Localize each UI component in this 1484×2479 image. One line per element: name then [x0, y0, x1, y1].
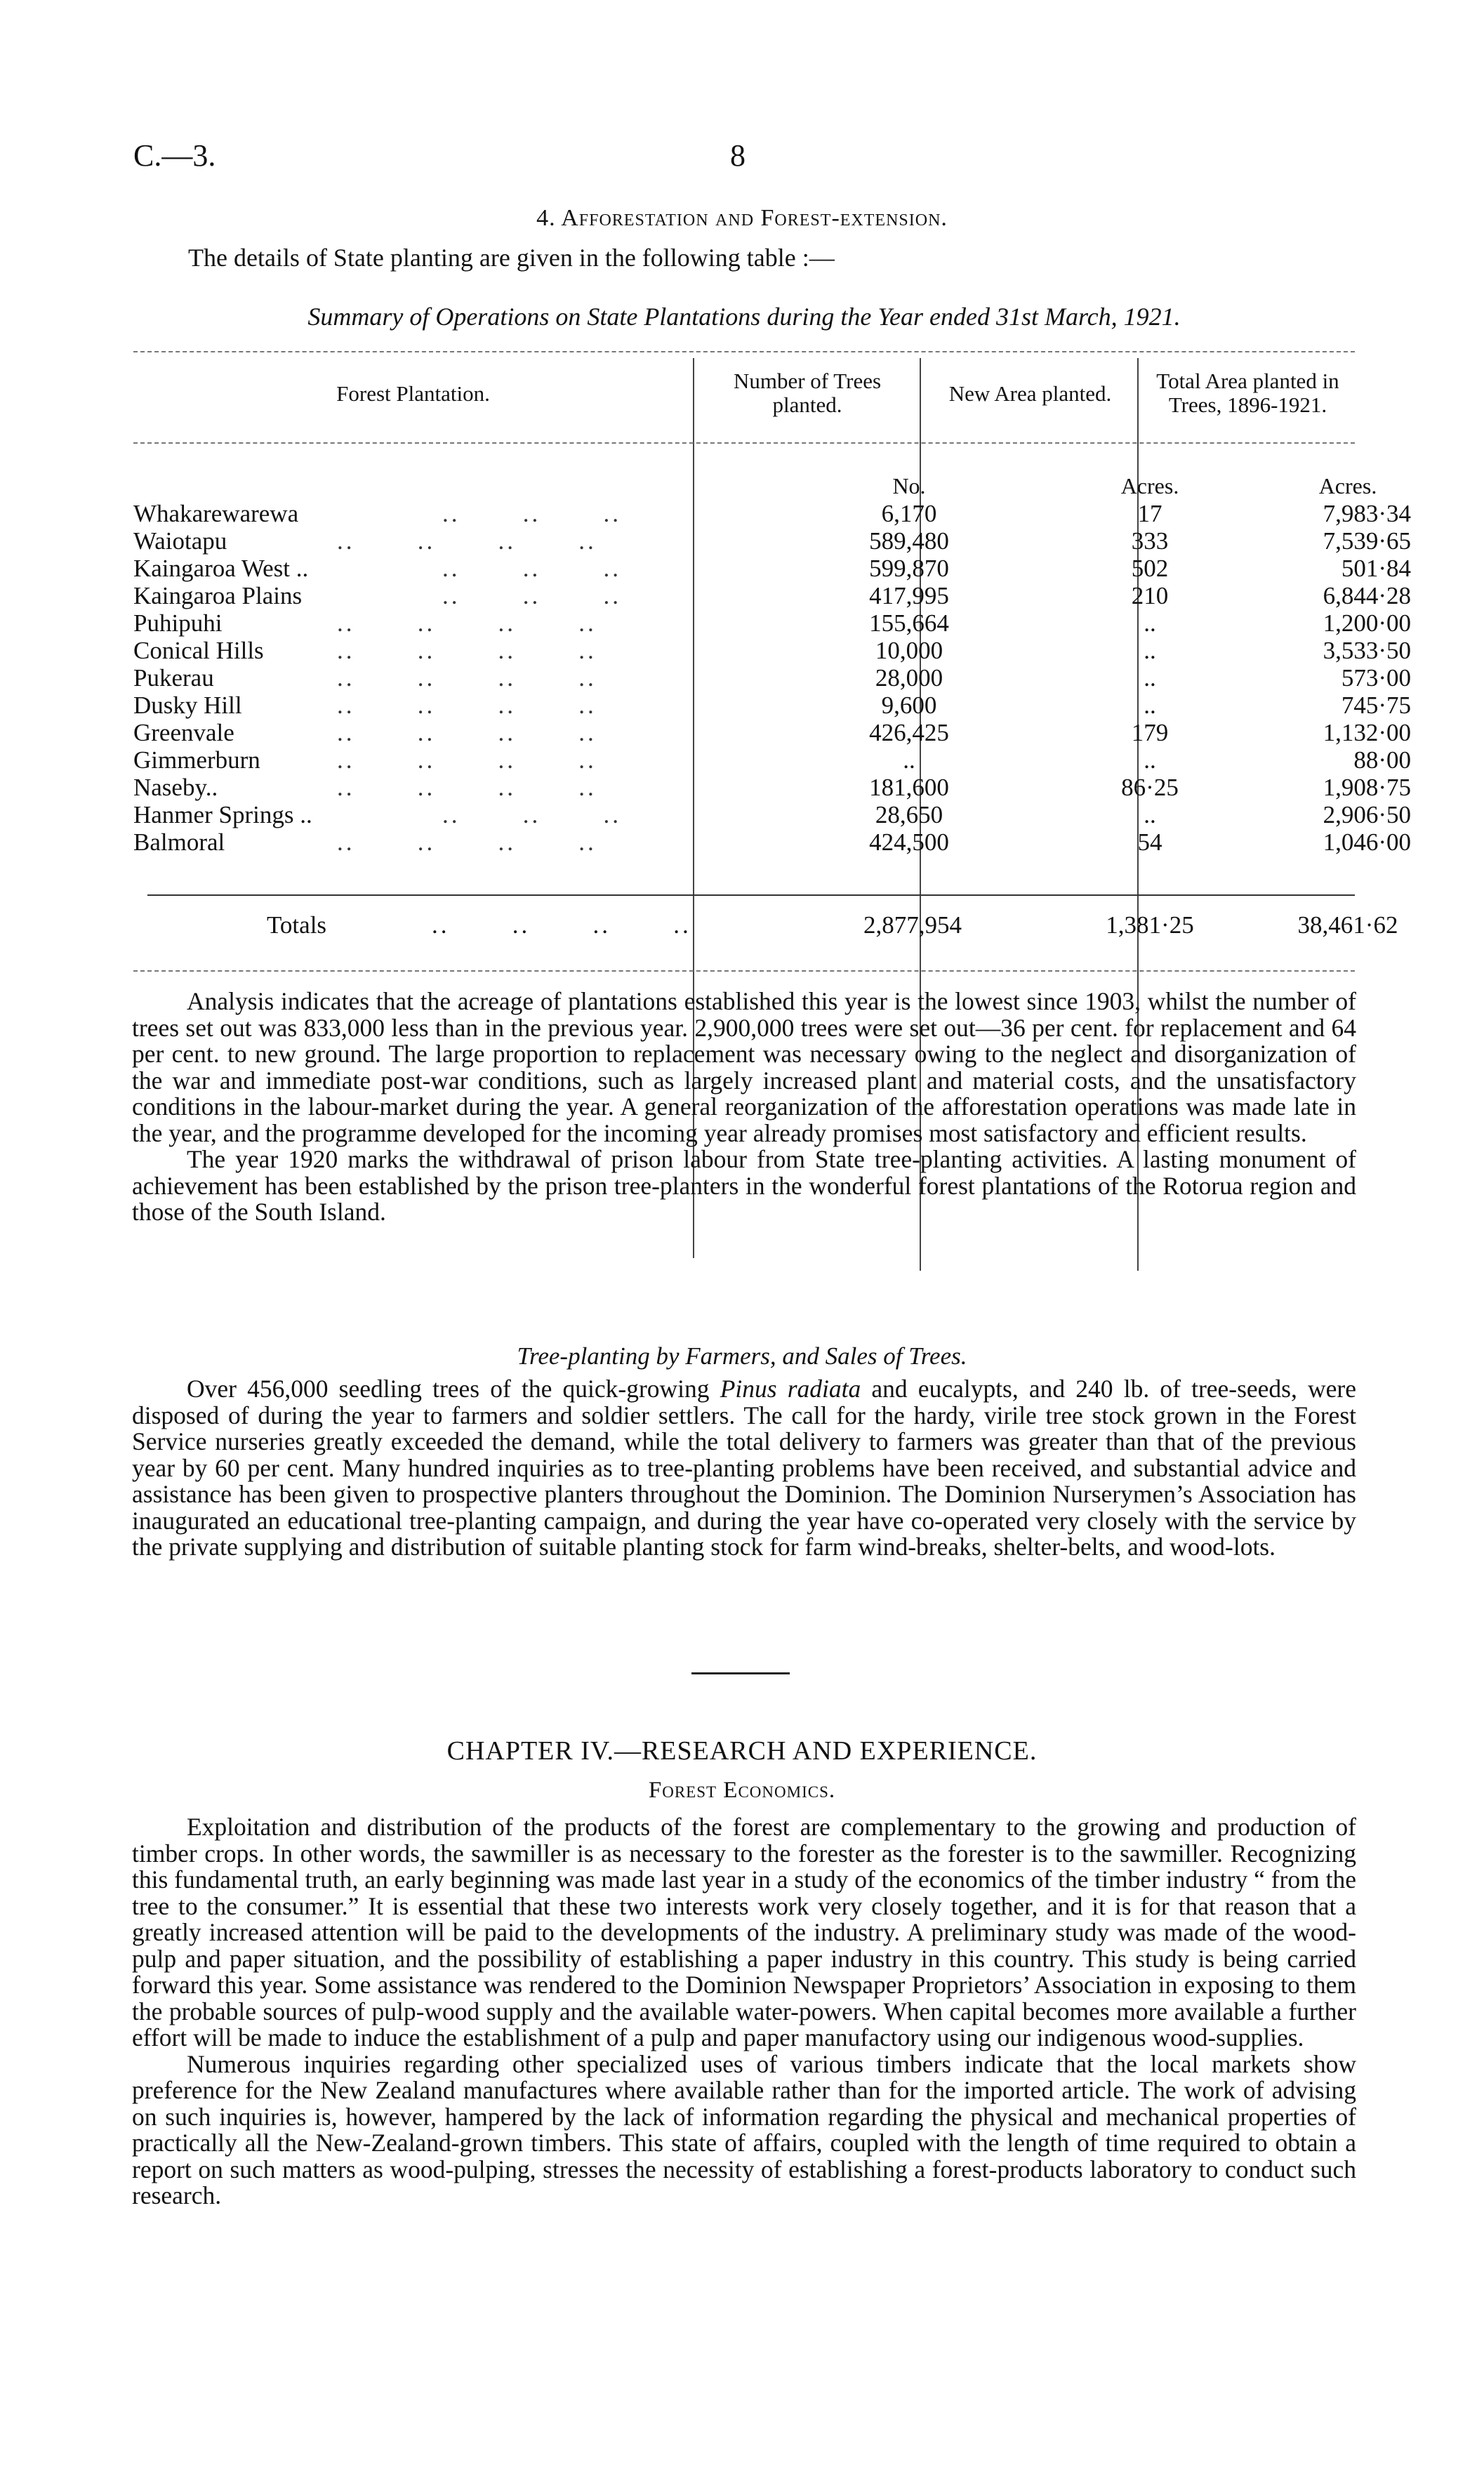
- header-forest-plantation: Forest Plantation.: [336, 381, 490, 406]
- header-new-area: New Area planted.: [948, 381, 1112, 406]
- header-number-of-trees: Number of Trees planted.: [733, 369, 882, 417]
- table-row: Greenvale .. .. .. .. 426,425 179 1,132·00: [133, 719, 1411, 746]
- totals-row: Totals .. .. .. .. 2,877,954 1,381·25 38,461·62: [267, 911, 1398, 939]
- farmers-section: [132, 1376, 1356, 1561]
- paragraph: Exploitation and distribution of the products of the forest are complementary to the growing and production of timber crops. In other words, the sawmiller is as necessary to the forester as the forester is to the sawmiller. Recognizing this fundamental truth, an early beginning was made last year in a study of the economics of the timber industry “ from the tree to the consumer.” It is essential that these two interests work very closely together, and it is for that reason that a greatly increased attention will be paid to the developments of the industry. A preliminary study was made of the wood-pulp and paper situation, and the possibility of establishing a paper industry in this country. This study is being carried forward this year. Some assistance was rendered to the Dominion Newspaper Proprietors’ Association in exposing to them the probable sources of pulp-wood supply and the available water-powers. When capital becomes more available a further effort will be made to induce the establishment of a pulp and paper manufactory using our indigenous wood-supplies.: [132, 1813, 1356, 2051]
- paragraph: The year 1920 marks the withdrawal of prison labour from State tree-planting activities. A lasting monument of achievement has been established by the prison tree-planters in the wonderful forest plantations of the Rotorua region and those of the South Island.: [132, 1145, 1356, 1226]
- table-row: Conical Hills .. .. .. .. 10,000 .. 3,533·50: [133, 637, 1411, 664]
- table-bottom-rule: [133, 970, 1355, 972]
- section-title: 4. Afforestation and Forest-extension.: [536, 205, 948, 231]
- paragraph: Over 456,000 seedling trees of the quick-growing Pinus radiata and eucalypts, and 240 lb. of tree-seeds, were disposed of during the year to farmers and soldier settlers. The call for the hardy, virile tree stock grown in the Forest Service nurseries greatly exceeded the demand, while the total delivery to farmers was greater than that of the previous year by 60 per cent. Many hundred inquiries as to tree-planting problems have been received, and substantial advice and assistance has been given to prospective planters throughout the Dominion. The Dominion Nurserymen’s Association has inaugurated an educational tree-planting campaign, and during the year have co-operated very closely with the service by the private supplying and distribution of suitable planting stock for farm wind-breaks, shelter-belts, and wood-lots.: [132, 1375, 1356, 1561]
- section-intro: The details of State planting are given in the following table :—: [188, 244, 835, 272]
- table-row: Puhipuhi .. .. .. .. 155,664 .. 1,200·00: [133, 609, 1411, 637]
- table-top-rule: [133, 351, 1355, 352]
- paragraph: Numerous inquiries regarding other specialized uses of various timbers indicate that the local markets show preference for the New Zealand manufactures where available rather than for the imported article. The work of advising on such inquiries is, however, hampered by the lack of information regarding the physical and mechanical properties of practically all the New-Zealand-grown timbers. This state of affairs, coupled with the length of time required to obtain a report on such matters as wood-pulping, stresses the necessity of establishing a forest-products laboratory to conduct such research.: [132, 2049, 1356, 2209]
- table-caption: Summary of Operations on State Plantations during the Year ended 31st March, 1921.: [307, 303, 1181, 331]
- unit-trees: No.: [892, 473, 926, 498]
- header-rule: [133, 442, 1355, 444]
- paragraph: Analysis indicates that the acreage of plantations established this year is the lowest since 1903, whilst the number of trees set out was 833,000 less than in the previous year. 2,900,000 trees were set out—36 per cent. for replacement and 64 per cent. to new ground. The large proportion to replacement was necessary owing to the neglect and disorganization of the war and immediate post-war conditions, such as largely increased plant and material costs, and the unsatisfactory conditions in the labour-market during the year. A general reorganization of the afforestation operations was made late in the year, and the programme developed for the incoming year already promises most satisfactory and efficient results.: [132, 987, 1356, 1147]
- subheading-forest-economics: Forest Economics.: [648, 1778, 836, 1803]
- page-number: 8: [730, 138, 746, 173]
- table-row: Gimmerburn .. .. .. .. .. .. 88·00: [133, 746, 1411, 774]
- section-divider: [691, 1672, 790, 1674]
- table-row: Kaingaroa Plains .. .. .. 417,995 210 6,844·28: [133, 582, 1411, 609]
- table-row: Balmoral .. .. .. .. 424,500 54 1,046·00: [133, 828, 1411, 856]
- table-row: Whakarewarewa .. .. .. 6,170 17 7,983·34: [133, 500, 1411, 527]
- chapter-title: CHAPTER IV.—RESEARCH AND EXPERIENCE.: [446, 1736, 1038, 1766]
- table-row: Waiotapu .. .. .. .. 589,480 333 7,539·65: [133, 527, 1411, 555]
- table-row: Pukerau .. .. .. .. 28,000 .. 573·00: [133, 664, 1411, 692]
- table-row: Naseby.. .. .. .. .. 181,600 86·25 1,908·75: [133, 774, 1411, 801]
- table-row: Kaingaroa West .. .. .. .. 599,870 502 501·84: [133, 555, 1411, 582]
- economics-section: [132, 1814, 1356, 2209]
- table-row: Hanmer Springs .. .. .. .. 28,650 .. 2,906·50: [133, 801, 1411, 828]
- species-name: Pinus radiata: [720, 1375, 861, 1403]
- unit-new-area: Acres.: [1120, 473, 1179, 498]
- unit-total-area: Acres.: [1318, 473, 1377, 498]
- table-row: Dusky Hill .. .. .. .. 9,600 .. 745·75: [133, 692, 1411, 719]
- report-reference: C.—3.: [133, 138, 216, 173]
- subheading-tree-planting: Tree-planting by Farmers, and Sales of Trees.: [517, 1342, 967, 1370]
- analysis-section: [132, 989, 1356, 1226]
- header-total-area: Total Area planted in Trees, 1896-1921.: [1156, 369, 1339, 417]
- totals-rule: [147, 894, 1355, 896]
